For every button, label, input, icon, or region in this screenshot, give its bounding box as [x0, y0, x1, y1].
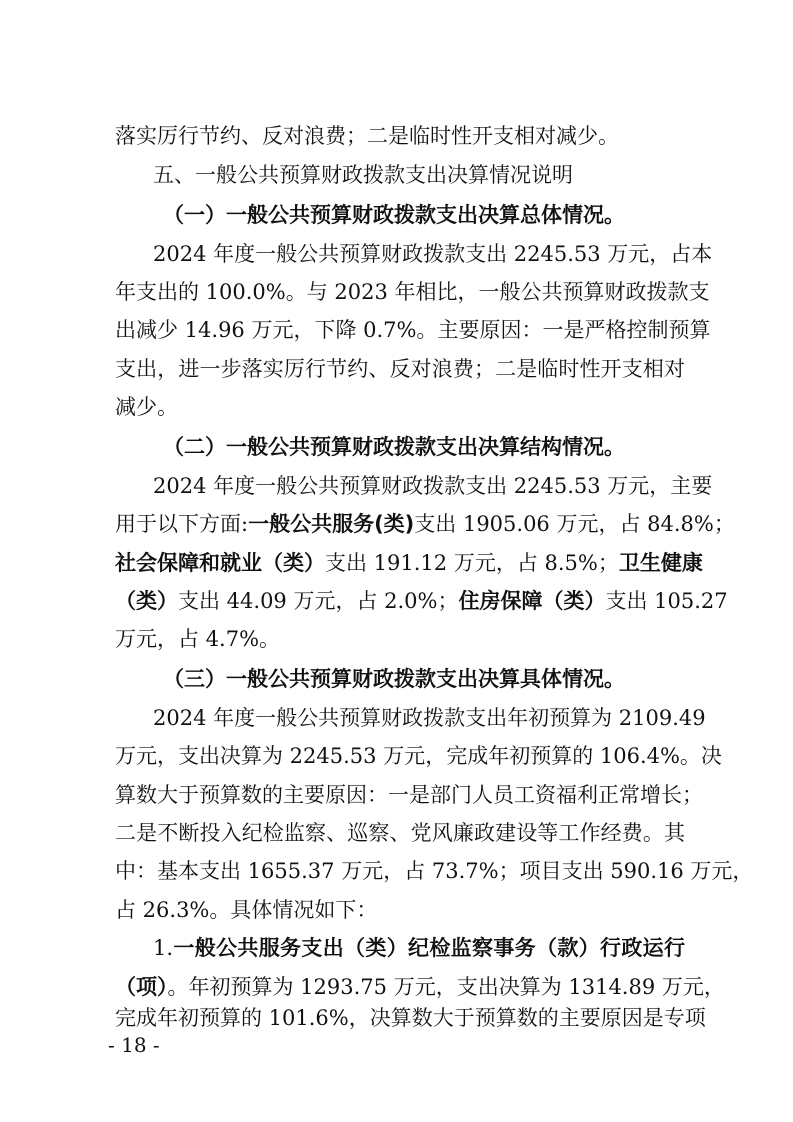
paragraph-line: 2024 年度一般公共预算财政拨款支出 2245.53 万元，占本 — [153, 242, 713, 266]
category-label: （类） — [115, 589, 178, 613]
category-label: 住房保障（类） — [458, 589, 606, 613]
category-label: 一般公共服务(类) — [248, 512, 415, 536]
paragraph-line: 2024 年度一般公共预算财政拨款支出年初预算为 2109.49 — [153, 706, 706, 730]
paragraph-line: 支出，进一步落实厉行节约、反对浪费；二是临时性开支相对 — [115, 357, 685, 381]
paragraph-line: 出减少 14.96 万元，下降 0.7%。主要原因：一是严格控制预算 — [115, 318, 711, 342]
paragraph-line: 用于以下方面:一般公共服务(类)支出 1905.06 万元，占 84.8%； — [115, 512, 735, 536]
section-heading: 五、一般公共预算财政拨款支出决算情况说明 — [153, 163, 573, 187]
paragraph-line: 2024 年度一般公共预算财政拨款支出 2245.53 万元，主要 — [153, 474, 713, 498]
paragraph-line: 落实厉行节约、反对浪费；二是临时性开支相对减少。 — [115, 124, 619, 148]
item-title: 一般公共服务支出（类）纪检监察事务（款）行政运行 — [173, 936, 685, 960]
paragraph-line: 万元，支出决算为 2245.53 万元，完成年初预算的 106.4%。决 — [115, 744, 722, 768]
page-number: - 18 - — [108, 1033, 160, 1057]
paragraph-line: 社会保障和就业（类）支出 191.12 万元，占 8.5%；卫生健康 — [115, 551, 703, 575]
subsection-heading: （二）一般公共预算财政拨款支出决算结构情况。 — [163, 435, 625, 459]
paragraph-line: 算数大于预算数的主要原因：一是部门人员工资福利正常增长； — [115, 783, 703, 807]
paragraph-line: （类）支出 44.09 万元，占 2.0%；住房保障（类）支出 105.27 — [115, 589, 728, 613]
subsection-heading: （一）一般公共预算财政拨款支出决算总体情况。 — [163, 203, 625, 227]
paragraph-line: 1.一般公共服务支出（类）纪检监察事务（款）行政运行 — [153, 936, 685, 960]
paragraph-line: 完成年初预算的 101.6%，决算数大于预算数的主要原因是专项 — [115, 1006, 706, 1030]
paragraph-line: 减少。 — [115, 395, 178, 419]
category-label: 卫生健康 — [618, 551, 703, 575]
paragraph-line: 占 26.3%。具体情况如下： — [115, 898, 378, 922]
paragraph-line: （项）。年初预算为 1293.75 万元，支出决算为 1314.89 万元， — [115, 975, 725, 999]
subsection-heading: （三）一般公共预算财政拨款支出决算具体情况。 — [163, 667, 625, 691]
paragraph-line: 万元，占 4.7%。 — [115, 627, 281, 651]
paragraph-line: 二是不断投入纪检监察、巡察、党风廉政建设等工作经费。其 — [115, 821, 685, 845]
paragraph-line: 年支出的 100.0%。与 2023 年相比，一般公共预算财政拨款支 — [115, 280, 710, 304]
category-label: 社会保障和就业（类） — [115, 551, 325, 575]
paragraph-line: 中：基本支出 1655.37 万元，占 73.7%；项目支出 590.16 万元， — [115, 859, 754, 883]
item-title: （项） — [115, 975, 168, 999]
